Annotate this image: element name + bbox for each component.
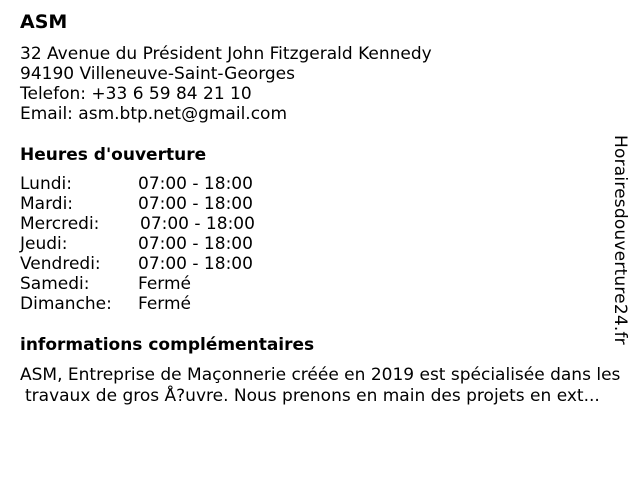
phone-line: Telefon: +33 6 59 84 21 10 — [20, 84, 252, 104]
time-value: 07:00 - 18:00 — [138, 174, 253, 194]
hours-heading: Heures d'ouverture — [20, 145, 207, 165]
hours-row — [20, 294, 320, 314]
address-line-2: 94190 Villeneuve-Saint-Georges — [20, 64, 295, 84]
day-label: Samedi: — [20, 274, 90, 294]
hours-row — [20, 234, 320, 254]
description — [20, 365, 632, 407]
description-line-2: travaux de gros Å?uvre. Nous prenons en main des projets en ext... — [25, 386, 600, 406]
contact-block — [20, 44, 432, 124]
day-label: Jeudi: — [20, 234, 68, 254]
email-line: Email: asm.btp.net@gmail.com — [20, 104, 288, 124]
hours-row — [20, 274, 320, 294]
hours-row — [20, 174, 320, 194]
info-heading: informations complémentaires — [20, 335, 315, 355]
time-value: 07:00 - 18:00 — [138, 254, 253, 274]
hours-row — [20, 254, 320, 274]
description-line-1: ASM, Entreprise de Maçonnerie créée en 2019 est spécialisée dans les — [20, 365, 621, 385]
day-label: Lundi: — [20, 174, 72, 194]
time-value: Fermé — [138, 274, 192, 294]
time-value: Fermé — [138, 294, 192, 314]
address-line-1: 32 Avenue du Président John Fitzgerald Kennedy — [20, 44, 432, 64]
business-name: ASM — [20, 11, 68, 33]
hours-table — [20, 174, 320, 314]
day-label: Vendredi: — [20, 254, 101, 274]
day-label: Dimanche: — [20, 294, 112, 314]
day-label: Mercredi: — [20, 214, 100, 234]
day-label: Mardi: — [20, 194, 74, 214]
time-value: 07:00 - 18:00 — [138, 194, 253, 214]
hours-row — [20, 214, 320, 234]
time-value: 07:00 - 18:00 — [138, 234, 253, 254]
time-value: 07:00 - 18:00 — [140, 214, 255, 234]
hours-row — [20, 194, 320, 214]
watermark-text: Horairesdouverture24.fr — [610, 135, 630, 345]
